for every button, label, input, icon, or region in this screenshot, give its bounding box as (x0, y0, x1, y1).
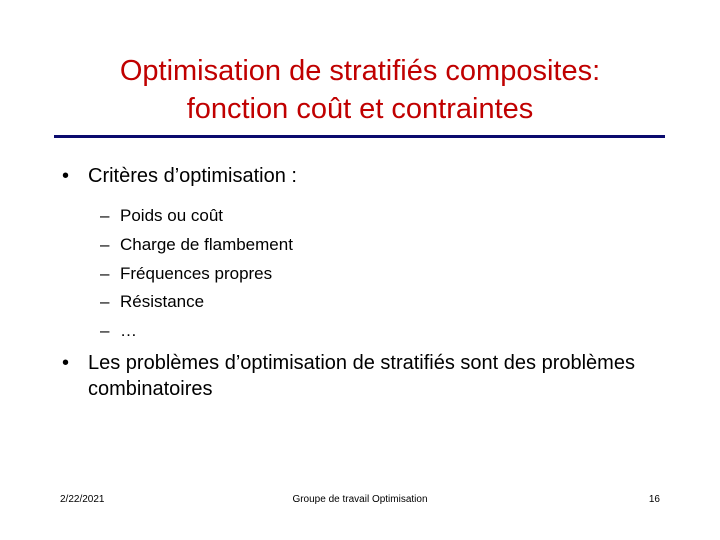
title-underline (54, 135, 665, 138)
bullet-text: Les problèmes d’optimisation de stratifiés sont des problèmes combinatoires (88, 352, 635, 400)
footer-date: 2/22/2021 (60, 494, 105, 505)
sub-symbol: – (100, 321, 110, 340)
sub-text: Poids ou coût (120, 206, 224, 225)
sub-text: … (120, 321, 137, 340)
title-line-1: Optimisation de stratifiés composites: (119, 55, 601, 87)
slide-title (40, 52, 680, 128)
sub-symbol: – (100, 234, 110, 254)
footer-title: Groupe de travail Optimisation (292, 494, 428, 505)
title-line-2: fonction coût et contraintes (186, 93, 534, 125)
sub-text: Résistance (120, 292, 205, 312)
footer-page-number: 16 (648, 494, 660, 505)
sub-symbol: – (100, 292, 110, 312)
bullet-symbol: • (62, 165, 70, 187)
sub-text: Charge de flambement (120, 234, 293, 254)
sub-symbol: – (100, 206, 110, 225)
bullet-text: Critères d’optimisation : (88, 165, 297, 187)
bullet-symbol: • (62, 352, 70, 374)
sub-symbol: – (100, 263, 110, 283)
sub-text: Fréquences propres (120, 263, 273, 283)
